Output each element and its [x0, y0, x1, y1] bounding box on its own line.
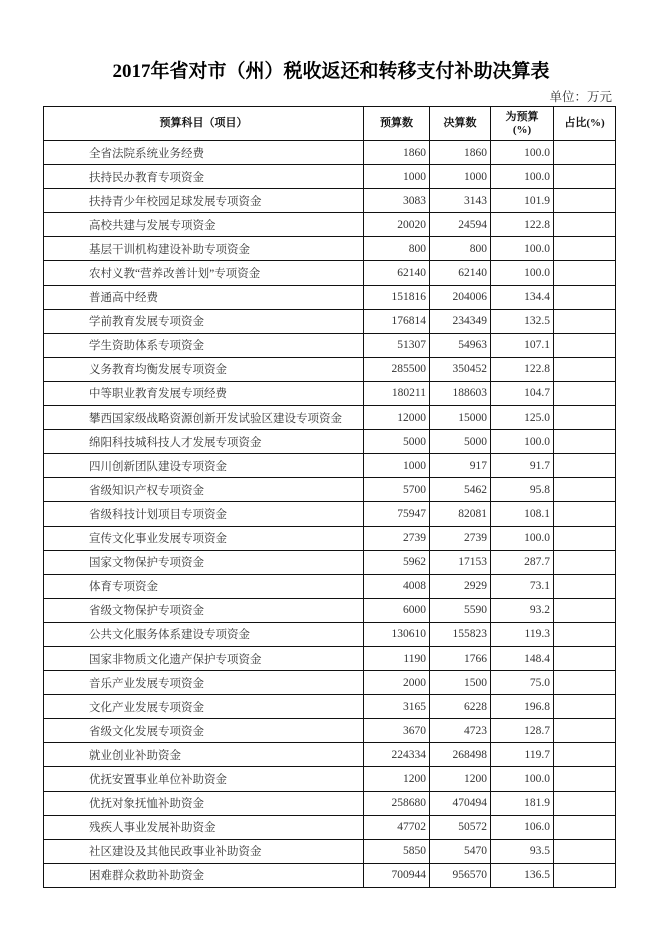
table-row	[44, 430, 616, 454]
row-final: 800	[430, 237, 491, 261]
row-share	[554, 671, 616, 695]
row-share	[554, 646, 616, 670]
table-row	[44, 695, 616, 719]
row-share	[554, 863, 616, 887]
row-final: 470494	[430, 791, 491, 815]
row-share	[554, 430, 616, 454]
row-name: 扶持民办教育专项资金	[44, 165, 364, 189]
row-ratio: 95.8	[491, 478, 554, 502]
table-row	[44, 357, 616, 381]
row-final: 3143	[430, 189, 491, 213]
table-row	[44, 237, 616, 261]
row-ratio: 100.0	[491, 237, 554, 261]
table-row	[44, 165, 616, 189]
row-ratio: 125.0	[491, 406, 554, 430]
row-name: 残疾人事业发展补助资金	[44, 815, 364, 839]
row-name: 绵阳科技城科技人才发展专项资金	[44, 430, 364, 454]
row-name: 全省法院系统业务经费	[44, 141, 364, 165]
row-name: 优抚对象抚恤补助资金	[44, 791, 364, 815]
row-name: 就业创业补助资金	[44, 743, 364, 767]
row-final: 1200	[430, 767, 491, 791]
row-budget: 1200	[364, 767, 430, 791]
row-ratio: 108.1	[491, 502, 554, 526]
row-final: 15000	[430, 406, 491, 430]
page-title: 2017年省对市（州）税收返还和转移支付补助决算表	[112, 61, 550, 82]
row-name: 高校共建与发展专项资金	[44, 213, 364, 237]
row-name: 困难群众救助补助资金	[44, 863, 364, 887]
row-ratio: 122.8	[491, 213, 554, 237]
row-ratio: 100.0	[491, 141, 554, 165]
row-name: 攀西国家级战略资源创新开发试验区建设专项资金	[44, 406, 364, 430]
table-row	[44, 454, 616, 478]
table-row	[44, 381, 616, 405]
row-name: 农村义教“营养改善计划”专项资金	[44, 261, 364, 285]
row-ratio: 287.7	[491, 550, 554, 574]
header-final: 决算数	[430, 107, 491, 141]
row-final: 1500	[430, 671, 491, 695]
row-budget: 3670	[364, 719, 430, 743]
row-budget: 62140	[364, 261, 430, 285]
row-ratio: 104.7	[491, 381, 554, 405]
row-budget: 51307	[364, 333, 430, 357]
row-budget: 151816	[364, 285, 430, 309]
row-final: 5462	[430, 478, 491, 502]
table-row	[44, 863, 616, 887]
row-share	[554, 381, 616, 405]
row-budget: 700944	[364, 863, 430, 887]
row-final: 82081	[430, 502, 491, 526]
row-name: 国家非物质文化遗产保护专项资金	[44, 646, 364, 670]
row-budget: 800	[364, 237, 430, 261]
row-budget: 20020	[364, 213, 430, 237]
table-row	[44, 598, 616, 622]
row-share	[554, 839, 616, 863]
row-final: 24594	[430, 213, 491, 237]
row-name: 学生资助体系专项资金	[44, 333, 364, 357]
row-budget: 5850	[364, 839, 430, 863]
table-row	[44, 550, 616, 574]
row-share	[554, 213, 616, 237]
row-budget: 130610	[364, 622, 430, 646]
row-final: 5590	[430, 598, 491, 622]
table-row	[44, 141, 616, 165]
table-row	[44, 719, 616, 743]
row-final: 62140	[430, 261, 491, 285]
row-name: 普通高中经费	[44, 285, 364, 309]
row-budget: 1000	[364, 454, 430, 478]
header-ratio: 为预算(%)	[491, 107, 554, 141]
row-ratio: 100.0	[491, 261, 554, 285]
row-final: 1766	[430, 646, 491, 670]
row-final: 956570	[430, 863, 491, 887]
row-budget: 3083	[364, 189, 430, 213]
row-name: 优抚安置事业单位补助资金	[44, 767, 364, 791]
row-budget: 180211	[364, 381, 430, 405]
table-row	[44, 333, 616, 357]
row-name: 体育专项资金	[44, 574, 364, 598]
row-ratio: 106.0	[491, 815, 554, 839]
row-ratio: 100.0	[491, 165, 554, 189]
table-row	[44, 767, 616, 791]
row-budget: 5700	[364, 478, 430, 502]
row-name: 省级文物保护专项资金	[44, 598, 364, 622]
row-ratio: 196.8	[491, 695, 554, 719]
row-ratio: 93.5	[491, 839, 554, 863]
row-share	[554, 406, 616, 430]
header-budget: 预算数	[364, 107, 430, 141]
row-final: 5470	[430, 839, 491, 863]
row-share	[554, 526, 616, 550]
row-name: 公共文化服务体系建设专项资金	[44, 622, 364, 646]
row-share	[554, 622, 616, 646]
row-share	[554, 237, 616, 261]
row-budget: 1000	[364, 165, 430, 189]
row-ratio: 75.0	[491, 671, 554, 695]
table-row	[44, 189, 616, 213]
table-header-row	[44, 107, 616, 141]
row-ratio: 122.8	[491, 357, 554, 381]
row-name: 扶持青少年校园足球发展专项资金	[44, 189, 364, 213]
table-row	[44, 213, 616, 237]
row-budget: 258680	[364, 791, 430, 815]
row-name: 基层干训机构建设补助专项资金	[44, 237, 364, 261]
row-budget: 12000	[364, 406, 430, 430]
row-ratio: 73.1	[491, 574, 554, 598]
row-final: 2929	[430, 574, 491, 598]
row-final: 54963	[430, 333, 491, 357]
header-item: 预算科目（项目）	[44, 107, 364, 141]
row-final: 234349	[430, 309, 491, 333]
row-share	[554, 261, 616, 285]
row-final: 50572	[430, 815, 491, 839]
row-ratio: 93.2	[491, 598, 554, 622]
table-row	[44, 646, 616, 670]
row-name: 省级科技计划项目专项资金	[44, 502, 364, 526]
row-share	[554, 309, 616, 333]
row-ratio: 91.7	[491, 454, 554, 478]
row-ratio: 128.7	[491, 719, 554, 743]
row-name: 学前教育发展专项资金	[44, 309, 364, 333]
row-final: 4723	[430, 719, 491, 743]
table-row	[44, 574, 616, 598]
row-budget: 176814	[364, 309, 430, 333]
row-ratio: 101.9	[491, 189, 554, 213]
table-row	[44, 309, 616, 333]
row-name: 中等职业教育发展专项经费	[44, 381, 364, 405]
row-share	[554, 502, 616, 526]
row-share	[554, 598, 616, 622]
row-budget: 6000	[364, 598, 430, 622]
row-budget: 285500	[364, 357, 430, 381]
table-row	[44, 815, 616, 839]
row-budget: 224334	[364, 743, 430, 767]
row-ratio: 136.5	[491, 863, 554, 887]
row-share	[554, 165, 616, 189]
row-final: 17153	[430, 550, 491, 574]
table-row	[44, 502, 616, 526]
row-final: 188603	[430, 381, 491, 405]
row-share	[554, 189, 616, 213]
row-final: 5000	[430, 430, 491, 454]
table-row	[44, 261, 616, 285]
table-row	[44, 671, 616, 695]
row-share	[554, 695, 616, 719]
row-share	[554, 574, 616, 598]
row-ratio: 148.4	[491, 646, 554, 670]
row-ratio: 100.0	[491, 526, 554, 550]
row-ratio: 181.9	[491, 791, 554, 815]
row-share	[554, 743, 616, 767]
row-final: 2739	[430, 526, 491, 550]
row-name: 音乐产业发展专项资金	[44, 671, 364, 695]
row-budget: 47702	[364, 815, 430, 839]
row-budget: 75947	[364, 502, 430, 526]
row-ratio: 119.7	[491, 743, 554, 767]
row-share	[554, 815, 616, 839]
row-ratio: 134.4	[491, 285, 554, 309]
row-ratio: 119.3	[491, 622, 554, 646]
row-share	[554, 333, 616, 357]
row-share	[554, 550, 616, 574]
row-share	[554, 357, 616, 381]
row-ratio: 100.0	[491, 430, 554, 454]
row-name: 宣传文化事业发展专项资金	[44, 526, 364, 550]
row-ratio: 132.5	[491, 309, 554, 333]
row-share	[554, 719, 616, 743]
table-row	[44, 743, 616, 767]
table-row	[44, 478, 616, 502]
row-share	[554, 478, 616, 502]
row-final: 268498	[430, 743, 491, 767]
row-share	[554, 791, 616, 815]
row-name: 四川创新团队建设专项资金	[44, 454, 364, 478]
header-share: 占比(%)	[554, 107, 616, 141]
row-final: 917	[430, 454, 491, 478]
row-budget: 1860	[364, 141, 430, 165]
table-row	[44, 839, 616, 863]
row-share	[554, 141, 616, 165]
row-name: 社区建设及其他民政事业补助资金	[44, 839, 364, 863]
row-share	[554, 454, 616, 478]
row-budget: 5962	[364, 550, 430, 574]
row-final: 6228	[430, 695, 491, 719]
row-budget: 5000	[364, 430, 430, 454]
row-budget: 1190	[364, 646, 430, 670]
row-final: 155823	[430, 622, 491, 646]
row-final: 204006	[430, 285, 491, 309]
row-name: 国家文物保护专项资金	[44, 550, 364, 574]
row-budget: 2739	[364, 526, 430, 550]
row-final: 1860	[430, 141, 491, 165]
table-row	[44, 526, 616, 550]
row-budget: 4008	[364, 574, 430, 598]
unit-label: 单位：万元	[549, 90, 612, 104]
row-final: 350452	[430, 357, 491, 381]
row-final: 1000	[430, 165, 491, 189]
row-ratio: 107.1	[491, 333, 554, 357]
row-ratio: 100.0	[491, 767, 554, 791]
table-row	[44, 285, 616, 309]
row-name: 义务教育均衡发展专项资金	[44, 357, 364, 381]
row-budget: 2000	[364, 671, 430, 695]
table-row	[44, 622, 616, 646]
table-row	[44, 791, 616, 815]
budget-table	[43, 106, 616, 888]
row-budget: 3165	[364, 695, 430, 719]
row-name: 省级知识产权专项资金	[44, 478, 364, 502]
row-name: 文化产业发展专项资金	[44, 695, 364, 719]
row-name: 省级文化发展专项资金	[44, 719, 364, 743]
row-share	[554, 285, 616, 309]
row-share	[554, 767, 616, 791]
table-row	[44, 406, 616, 430]
